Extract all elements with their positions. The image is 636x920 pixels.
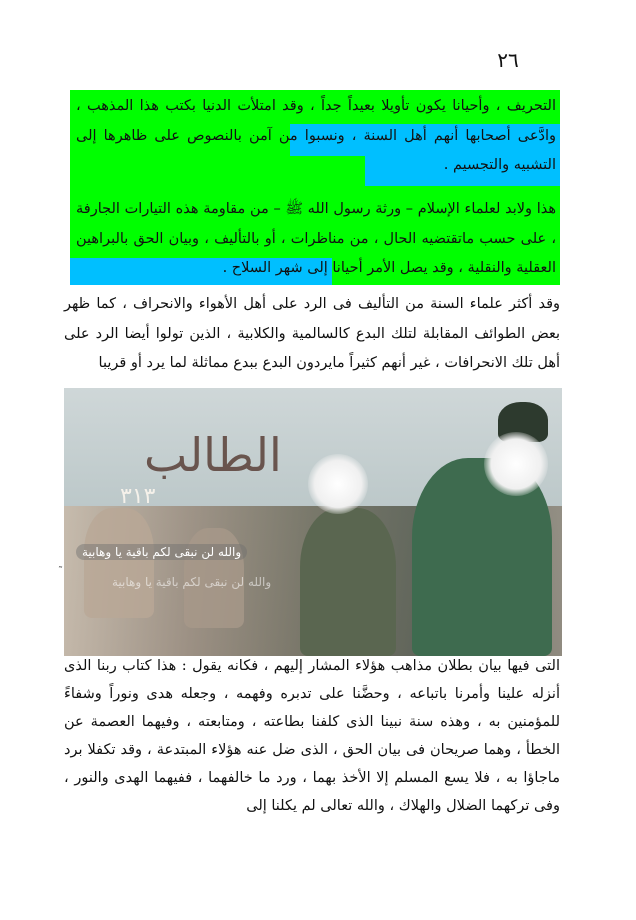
paragraph-4: التى فيها بيان بطلان مذاهب هؤلاء المشار إليهم ، فكانه يقول : هذا كتاب ربنا الذى أنزله علينا وأمرنا باتباعه ، وحضَّنا على تدبره وفهمه ، وجعله هدى ونوراً وشفاءً للمؤمنين به ، وهذه سنة نبينا الذى كلفنا بطاعته ، ومتابعته ، وفيهما العصمة عن الخطأ ، وهما صريحان فى بيان الحق ، الذى ضل عنه هؤلاء المبتدعة ، وقد تكفلا برد ماجاؤا به ، فلا يسع المسلم إلا الأخذ بهما ، ورد ما خالفهما ، ففيهما الهدى والنور ، وفى تركهما الضلال والهلاك ، والله تعالى لم يكلنا إلى: [64, 658, 560, 814]
background-figure: [84, 508, 154, 618]
page-number: ٢٦: [497, 48, 519, 72]
overlay-photo: [64, 388, 562, 656]
logo-title: الطالب: [144, 428, 282, 482]
paragraph-1: التحريف ، وأحيانا يكون تأويلا بعيداً جداً ، وقد امتلأت الدنيا بكتب هذا المذهب ، وادَّعى أصحابها أنهم أهل السنة ، ونسبوا من آمن بالنصوص على ظاهرها إلى التشبيه والتجسيم .: [76, 98, 556, 173]
blurred-face: [308, 454, 368, 514]
image-caption-shadow: والله لن نبقى لكم باقية يا وهابية: [112, 575, 272, 589]
paragraph-3: وقد أكثر علماء السنة من التأليف فى الرد على أهل الأهواء والانحراف ، كما ظهر بعض الطوائف المقابلة لتلك البدع كالسالمية والكلابية ، الذين تولوا أيضا الرد على أهل تلك الانحرافات ، غير أنهم كثيراً مايردون البدع ببدع مماثلة لما يرد أو قريبا: [64, 296, 560, 371]
logo-number: ٣١٣: [120, 484, 156, 509]
warrior-figure-left: [300, 508, 396, 656]
paragraph-2: هذا ولابد لعلماء الإسلام – ورثة رسول الله ﷺ – من مقاومة هذه التيارات الجارفة ، على حسب ماتقتضيه الحال ، من مناظرات ، أو بالتأليف ، وبيان الحق بالبراهين العقلية والنقلية ، وقد يصل الأمر أحيانا إلى شهر السلاح .: [76, 201, 556, 276]
margin-mark: ˜: [58, 566, 63, 577]
blurred-face: [484, 432, 548, 496]
image-caption: والله لن نبقى لكم باقية يا وهابية: [76, 544, 247, 560]
